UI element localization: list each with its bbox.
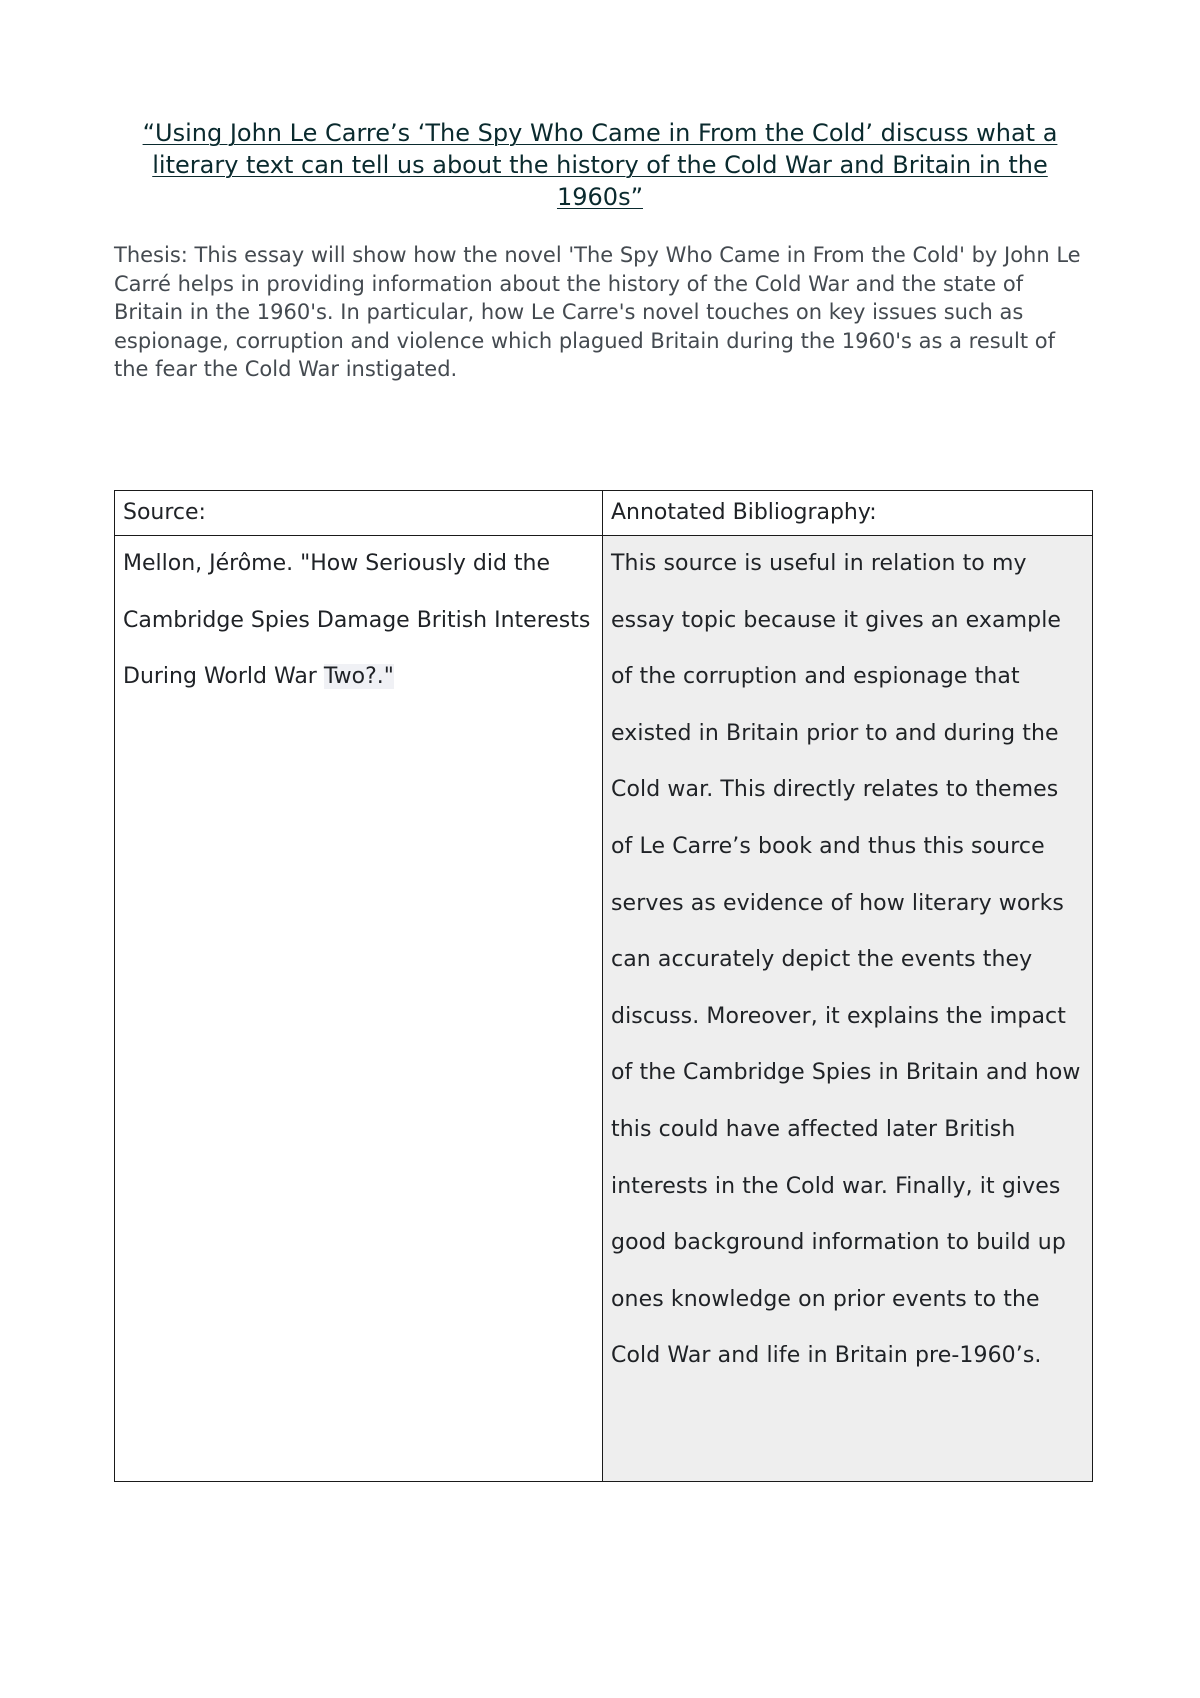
- source-citation: Mellon, Jérôme. "How Seriously did the Cambridge Spies Damage British Interests During World War: [123, 551, 591, 690]
- table-header-row: [115, 491, 1093, 536]
- source-cell: [115, 536, 603, 1482]
- source-header: Source:: [115, 491, 603, 536]
- source-citation-highlight: Two?.": [323, 664, 394, 690]
- annotation-header: Annotated Bibliography:: [603, 491, 1093, 536]
- table-row: [115, 536, 1093, 1482]
- thesis-paragraph: Thesis: This essay will show how the novel 'The Spy Who Came in From the Cold' by John Le Carré helps in providing information about the history of the Cold War and the state of Britain in the 1960's. In particular, how Le Carre's novel touches on key issues such as espionage, corruption and violence which plagued Britain during the 1960's as a result of the fear the Cold War instigated.: [114, 243, 1081, 381]
- page-title: “Using John Le Carre’s ‘The Spy Who Came in From the Cold’ discuss what a literary text can tell us about the history of the Cold War and Britain in the 1960s”: [142, 119, 1058, 211]
- bibliography-table: [114, 490, 1093, 1482]
- annotation-cell: This source is useful in relation to my essay topic because it gives an example of the corruption and espionage that existed in Britain prior to and during the Cold war. This directly relates to themes of Le Carre’s book and thus this source serves as evidence of how literary works can accurately depict the events they discuss. Moreover, it explains the impact of the Cambridge Spies in Britain and how this could have affected later British interests in the Cold war. Finally, it gives good background information to build up ones knowledge on prior events to the Cold War and life in Britain pre-1960’s.: [603, 536, 1093, 1482]
